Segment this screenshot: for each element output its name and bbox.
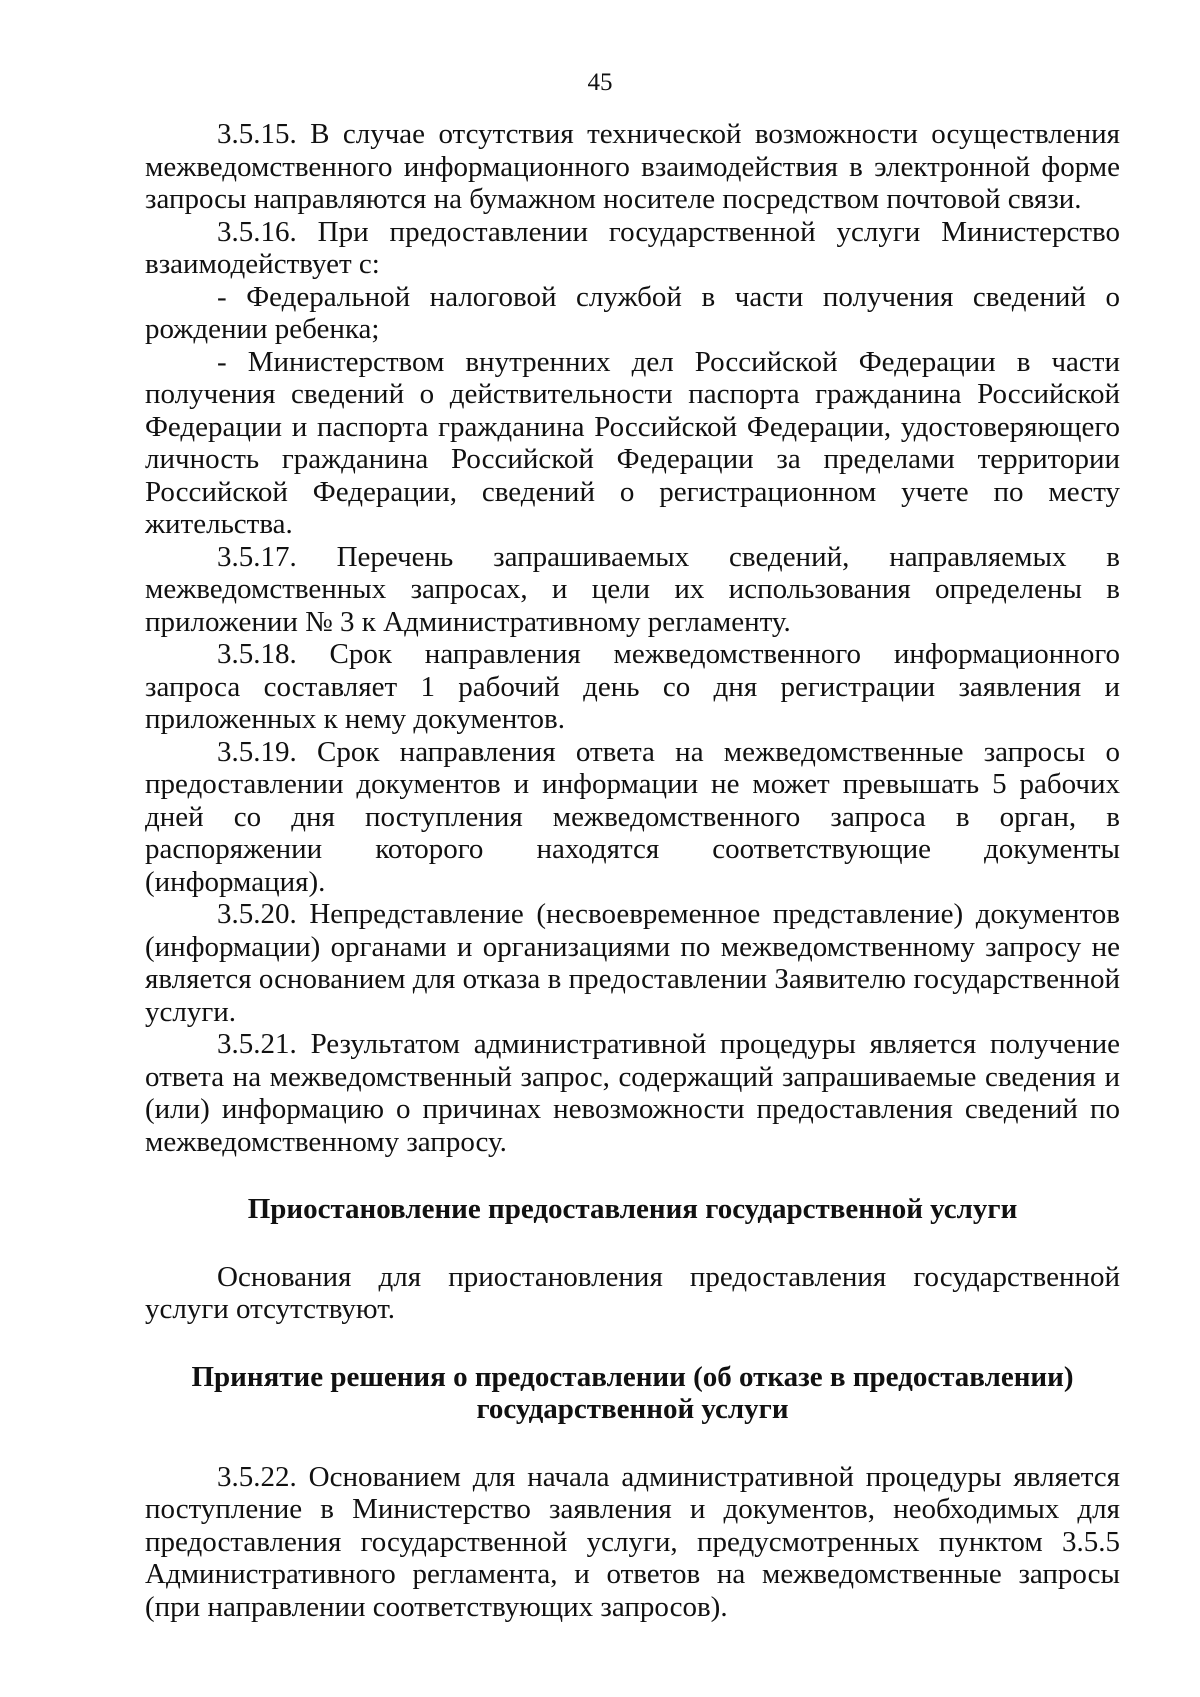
paragraph-3-5-16: 3.5.16. При предоставлении государственной услуги Министерство взаимодействует с:	[145, 215, 1120, 280]
section-heading-decision-line-1: Принятие решения о предоставлении (об отказе в предоставлении)	[191, 1360, 1074, 1393]
section-heading-decision	[145, 1361, 1120, 1426]
paragraph-3-5-22: 3.5.22. Основанием для начала административной процедуры является поступление в Министерство заявления и документов, необходимых для предоставления государственной услуги, предусмотренных пунктом 3.5.5 Административного регламента, и ответов на межведомственные запросы (при направлении соответствующих запросов).	[145, 1460, 1120, 1623]
list-item-tax-service: - Федеральной налоговой службой в части получения сведений о рождении ребенка;	[145, 280, 1120, 345]
paragraph-suspension-grounds: Основания для приостановления предоставления государственной услуги отсутствуют.	[145, 1260, 1120, 1325]
list-item-interior-ministry: - Министерством внутренних дел Российской Федерации в части получения сведений о действительности паспорта гражданина Российской Федерации и паспорта гражданина Российской Федерации, удостоверяющего личность гражданина Российской Федерации за пределами территории Российской Федерации, сведений о регистрационном учете по месту жительства.	[145, 345, 1120, 540]
section-heading-suspension: Приостановление предоставления государственной услуги	[247, 1193, 1018, 1225]
page-number: 45	[587, 69, 613, 96]
paragraph-3-5-20: 3.5.20. Непредставление (несвоевременное представление) документов (информации) органами и организациями по межведомственному запросу не является основанием для отказа в предоставлении Заявителю государственной услуги.	[145, 898, 1120, 1028]
document-body	[145, 118, 1120, 1623]
paragraph-3-5-18: 3.5.18. Срок направления межведомственного информационного запроса составляет 1 рабочий день со дня регистрации заявления и приложенных к нему документов.	[145, 638, 1120, 735]
paragraph-3-5-17: 3.5.17. Перечень запрашиваемых сведений, направляемых в межведомственных запросах, и цели их использования определены в приложении № 3 к Административному регламенту.	[145, 540, 1120, 638]
paragraph-3-5-21: 3.5.21. Результатом административной процедуры является получение ответа на межведомственный запрос, содержащий запрашиваемые сведения и (или) информацию о причинах невозможности предоставления сведений по межведомственному запросу.	[145, 1028, 1120, 1158]
paragraph-3-5-15: 3.5.15. В случае отсутствия технической возможности осуществления межведомственного информационного взаимодействия в электронной форме запросы направляются на бумажном носителе посредством почтовой связи.	[145, 118, 1120, 215]
section-heading-decision-line-2: государственной услуги	[476, 1393, 789, 1425]
paragraph-3-5-19: 3.5.19. Срок направления ответа на межведомственные запросы о предоставлении документов и информации не может превышать 5 рабочих дней со дня поступления межведомственного запроса в орган, в распоряжении которого находятся соответствующие документы (информация).	[145, 735, 1120, 898]
